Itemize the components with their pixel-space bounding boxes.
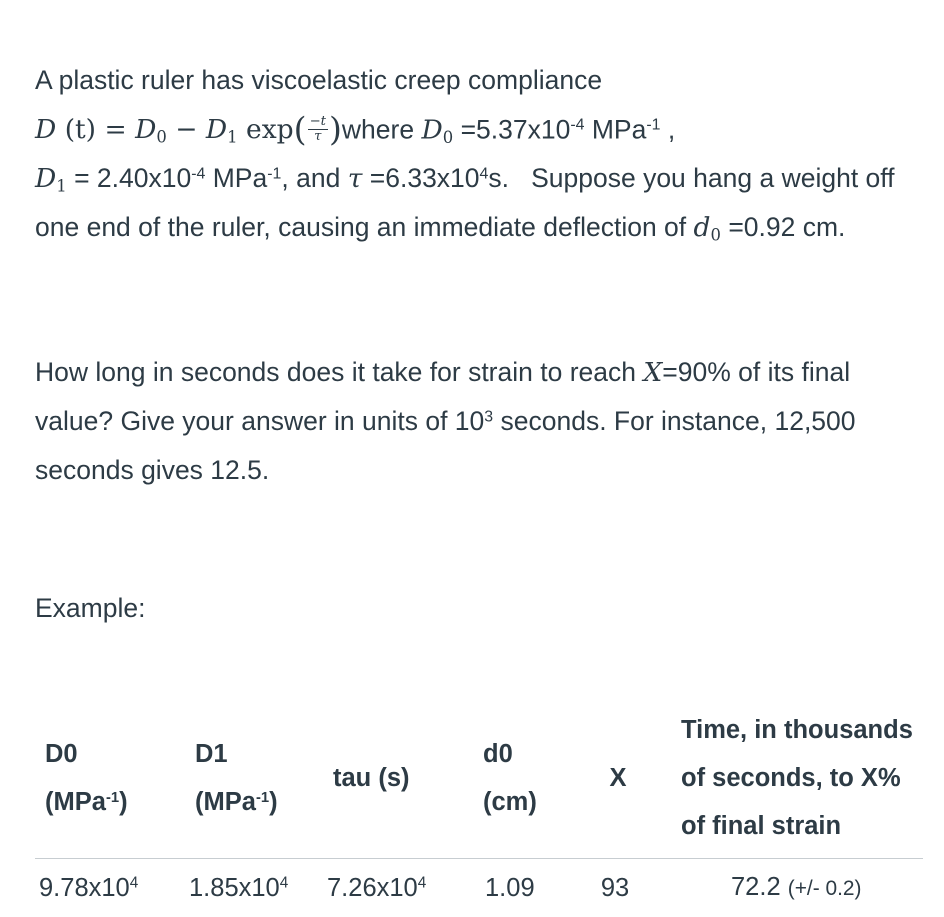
d1-value: = 2.40x10 (74, 163, 191, 193)
cell-d0-deflection: 1.09 (473, 859, 573, 917)
cell-d0: $9.78x10^4$ (35, 859, 185, 917)
header-x: X (573, 706, 653, 859)
x-symbol: X (643, 357, 662, 388)
problem-paragraph-2: How long in seconds does it take for strain to reach X=90% of its final value? Give your answer in units of $10^3$ seconds. For instance, 12,500 seconds gives 12.5. (35, 348, 925, 495)
exponent-fraction: $\frac{-t}{\tau}$ (308, 115, 328, 144)
tau-value: =6.33x10 (370, 163, 480, 193)
deflection-value: =0.92 cm. (728, 212, 845, 242)
d0-value: =5.37x10 (461, 114, 571, 144)
example-label: Example: (35, 592, 925, 624)
table-header-row (35, 706, 923, 859)
example-table (35, 706, 923, 917)
cell-time: 72.2 (+/- 0.2) (653, 859, 923, 917)
cell-x: 93 (573, 859, 653, 917)
where-text: where (342, 114, 414, 144)
cell-tau: $7.26x10^4$ (323, 859, 473, 917)
tolerance: (+/- 0.2) (788, 877, 862, 900)
header-tau: tau (s) (323, 706, 473, 859)
suppose-text: Suppose you hang a weight off one end of the ruler, causing an immediate deflection of (35, 163, 895, 242)
table-row (35, 859, 923, 917)
header-d1: D1 (MPa$^{-1}$) (185, 706, 323, 859)
cell-d1: $1.85x10^4$ (185, 859, 323, 917)
header-d0: D0 (MPa$^{-1}$) (35, 706, 185, 859)
x-value: =90% (662, 357, 731, 387)
intro-text: A plastic ruler has viscoelastic creep compliance (35, 65, 602, 95)
problem-paragraph-1: A plastic ruler has viscoelastic creep compliance D $(t) = D_0 - D_1$ exp( $\frac{-t}{\tau}$ )where $D_0 =5.37x10^{-4}$ MPa$^{-1}$ , $D_1 = 2.40x10^{-4}$ MPa$^{-1}$, and $\tau =6.33x10^4s$. Suppose you hang a weight off one end of the ruler, causing an immediate deflection of $d_0 =0.92$ cm. (35, 56, 925, 252)
header-time: Time, in thousands of seconds, to X% of final strain (653, 706, 923, 859)
compliance-equation: D $(t) = D_0 - D_1$ exp( $\frac{-t}{\tau}$ ) (35, 114, 342, 144)
problem-content (35, 56, 925, 624)
header-d0-deflection: d0 (cm) (473, 706, 573, 859)
